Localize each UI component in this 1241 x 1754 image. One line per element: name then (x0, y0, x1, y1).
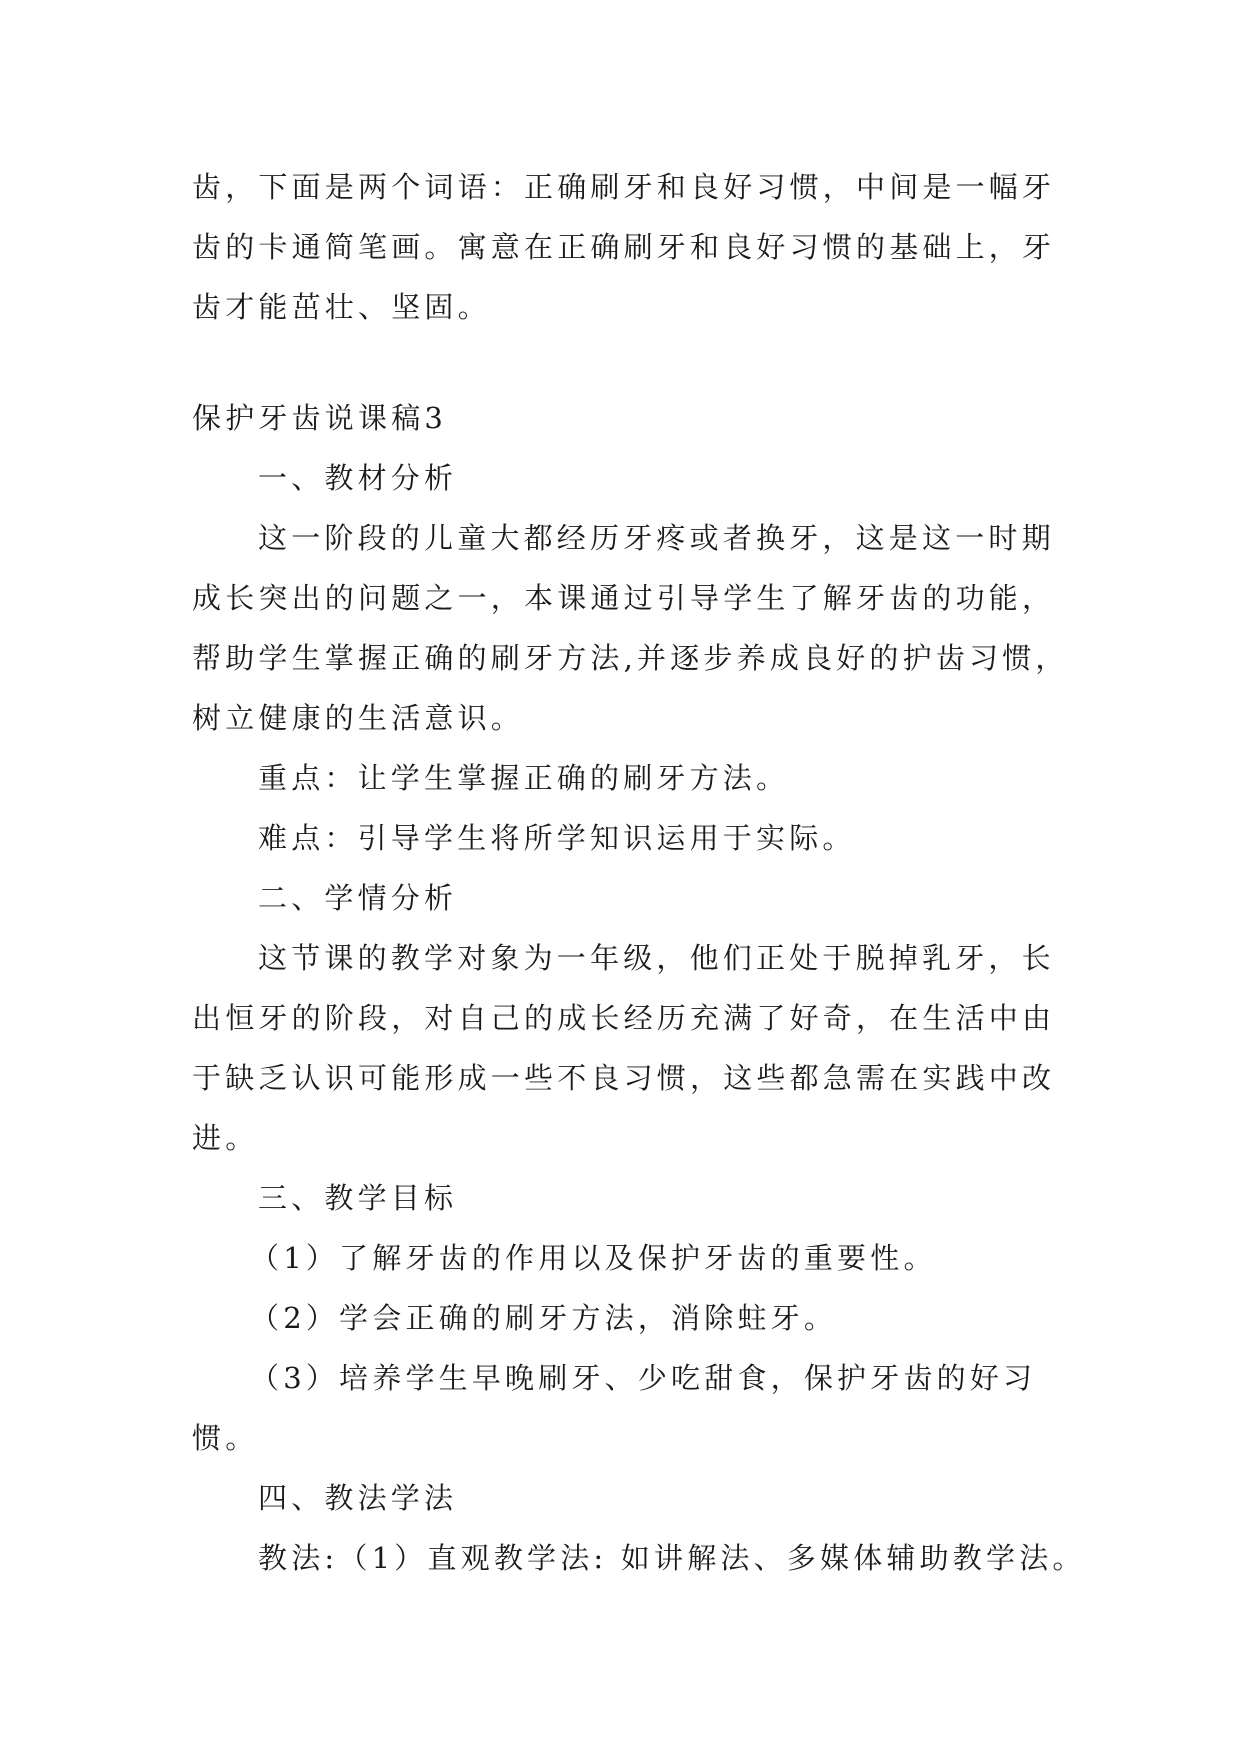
paragraph-line: 齿，下面是两个词语：正确刷牙和良好习惯，中间是一幅牙 (192, 170, 1056, 204)
paragraph-line: 惯。 (192, 1421, 259, 1455)
paragraph-line: 这一阶段的儿童大都经历牙疼或者换牙，这是这一时期 (258, 521, 1055, 555)
heading-teaching-material: 一、教材分析 (258, 461, 458, 495)
paragraph-line: 这节课的教学对象为一年级，他们正处于脱掉乳牙，长 (258, 941, 1055, 975)
heading-teaching-methods: 四、教法学法 (258, 1481, 458, 1515)
paragraph-line: 教法:（1）直观教学法: 如讲解法、多媒体辅助教学法。 (258, 1541, 1086, 1575)
paragraph-line: 帮助学生掌握正确的刷牙方法,并逐步养成良好的护齿习惯， (192, 641, 1069, 675)
goal-item: （2）学会正确的刷牙方法，消除蛀牙。 (250, 1301, 838, 1335)
paragraph-line: 进。 (192, 1121, 259, 1155)
goal-item: （1）了解牙齿的作用以及保护牙齿的重要性。 (250, 1241, 937, 1275)
paragraph-line: 树立健康的生活意识。 (192, 701, 525, 735)
paragraph-line: 齿才能茁壮、坚固。 (192, 290, 491, 324)
heading-teaching-goals: 三、教学目标 (258, 1181, 458, 1215)
heading-learner-analysis: 二、学情分析 (258, 881, 458, 915)
section-title: 保护牙齿说课稿3 (192, 401, 448, 435)
paragraph-line: 成长突出的问题之一，本课通过引导学生了解牙齿的功能， (192, 581, 1056, 615)
goal-item: （3）培养学生早晚刷牙、少吃甜食，保护牙齿的好习 (250, 1361, 1037, 1395)
difficult-point: 难点：引导学生将所学知识运用于实际。 (258, 821, 856, 855)
paragraph-line: 出恒牙的阶段，对自己的成长经历充满了好奇，在生活中由 (192, 1001, 1056, 1035)
paragraph-line: 于缺乏认识可能形成一些不良习惯，这些都急需在实践中改 (192, 1061, 1056, 1095)
paragraph-line: 齿的卡通简笔画。寓意在正确刷牙和良好习惯的基础上，牙 (192, 230, 1056, 264)
key-point: 重点：让学生掌握正确的刷牙方法。 (258, 761, 790, 795)
